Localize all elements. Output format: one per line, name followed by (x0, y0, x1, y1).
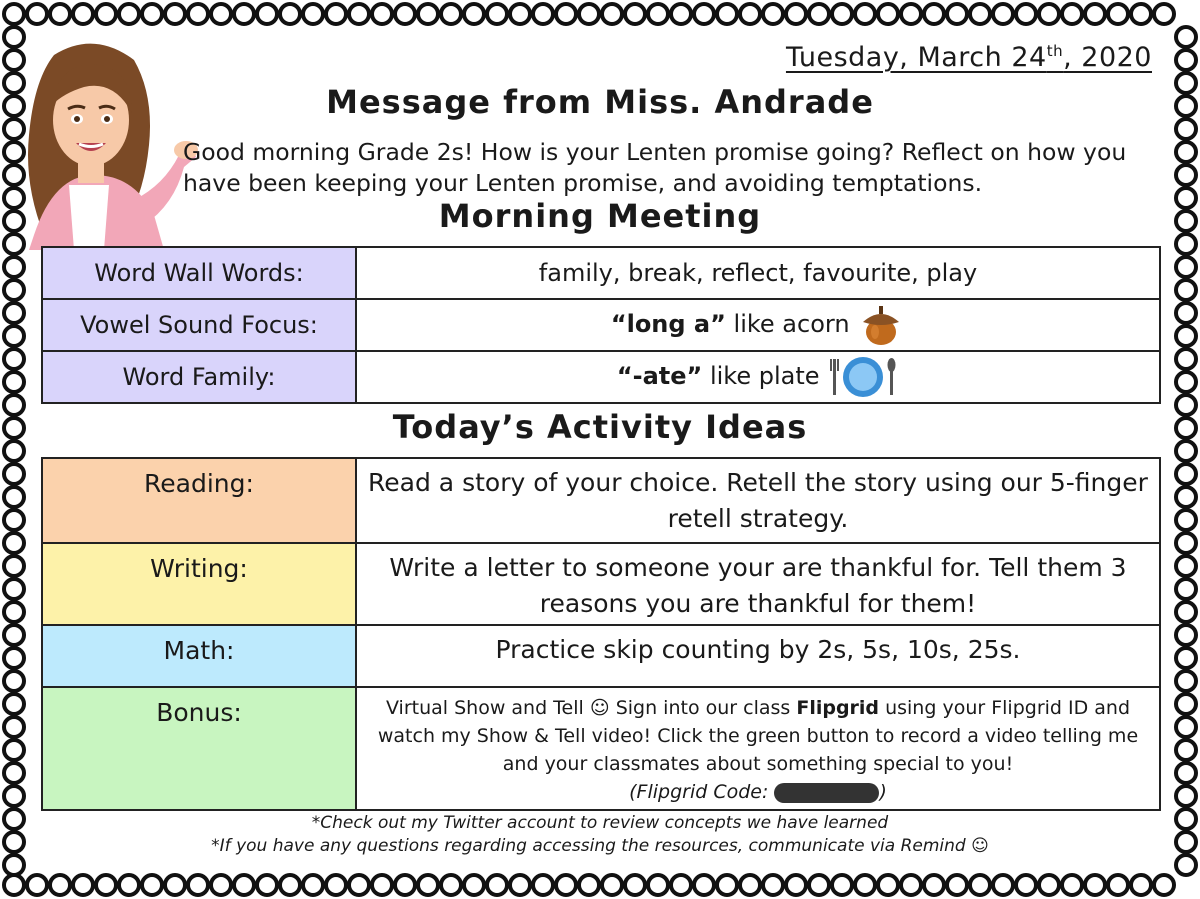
border-ring (671, 4, 691, 24)
border-ring (4, 694, 24, 714)
border-ring (1108, 875, 1128, 895)
border-ring (1176, 855, 1196, 875)
border-ring (1176, 234, 1196, 254)
border-ring (947, 4, 967, 24)
page-title: Message from Miss. Andrade (326, 83, 874, 121)
vowel-focus-text: like acorn (725, 310, 850, 338)
border-ring (1176, 372, 1196, 392)
table-row (42, 687, 1160, 810)
border-ring (487, 875, 507, 895)
table-row (42, 351, 1160, 403)
table-row (42, 543, 1160, 625)
border-ring (73, 4, 93, 24)
border-ring (924, 875, 944, 895)
border-ring (1176, 142, 1196, 162)
border-ring (786, 4, 806, 24)
border-ring (1131, 4, 1151, 24)
border-ring (1176, 786, 1196, 806)
row-description: Practice skip counting by 2s, 5s, 10s, 25s. (356, 625, 1160, 687)
border-ring (1176, 533, 1196, 553)
row-description: Write a letter to someone your are thankful for. Tell them 3 reasons you are thankful for them! (356, 543, 1160, 625)
border-ring (1085, 4, 1105, 24)
border-ring (878, 4, 898, 24)
border-ring (1039, 4, 1059, 24)
border-ring (211, 875, 231, 895)
border-ring (717, 4, 737, 24)
border-ring (1062, 875, 1082, 895)
border-ring (280, 875, 300, 895)
border-ring (832, 875, 852, 895)
row-label: Vowel Sound Focus: (42, 299, 356, 351)
border-ring (1176, 602, 1196, 622)
border-ring (349, 875, 369, 895)
morning-message: Good morning Grade 2s! How is your Lenten promise going? Reflect on how you have been keeping your Lenten promise, and avoiding temptations. (183, 138, 1127, 197)
row-description: Virtual Show and Tell ☺ Sign into our class Flipgrid using your Flipgrid ID and watch my Show & Tell video! Click the green button to record a video telling me and your classmates about something special to you! (Flipgrid Code: ) (356, 687, 1160, 810)
border-ring (924, 4, 944, 24)
border-ring (556, 4, 576, 24)
row-label: Bonus: (42, 687, 356, 810)
border-ring (142, 875, 162, 895)
border-ring (1176, 671, 1196, 691)
footer-note-twitter: *Check out my Twitter account to review concepts we have learned (311, 813, 889, 833)
border-ring (901, 4, 921, 24)
border-ring (510, 4, 530, 24)
border-ring (211, 4, 231, 24)
border-ring (855, 875, 875, 895)
border-ring (326, 4, 346, 24)
border-ring (4, 855, 24, 875)
border-ring (96, 4, 116, 24)
table-row (42, 247, 1160, 299)
row-value (356, 351, 1160, 403)
footer-note-remind: *If you have any questions regarding accessing the resources, communicate via Remind ☺ (211, 836, 989, 856)
border-ring (556, 875, 576, 895)
border-ring (1131, 875, 1151, 895)
border-ring (740, 4, 760, 24)
border-ring (970, 4, 990, 24)
border-ring (510, 875, 530, 895)
border-ring (1016, 4, 1036, 24)
border-ring (1176, 280, 1196, 300)
border-ring (901, 875, 921, 895)
border-ring (4, 533, 24, 553)
border-ring (625, 4, 645, 24)
border-ring (165, 875, 185, 895)
border-ring (257, 4, 277, 24)
border-ring (809, 875, 829, 895)
border-ring (372, 875, 392, 895)
border-ring (1176, 464, 1196, 484)
border-ring (464, 4, 484, 24)
border-ring (418, 4, 438, 24)
border-ring (602, 875, 622, 895)
border-ring (1176, 763, 1196, 783)
border-ring (4, 510, 24, 530)
border-ring (1154, 875, 1174, 895)
border-ring (763, 4, 783, 24)
border-ring (1016, 875, 1036, 895)
border-ring (303, 4, 323, 24)
border-ring (50, 875, 70, 895)
row-label: Math: (42, 625, 356, 687)
border-ring (579, 4, 599, 24)
border-ring (1039, 875, 1059, 895)
border-ring (878, 875, 898, 895)
border-ring (4, 4, 24, 24)
border-ring (395, 875, 415, 895)
border-ring (234, 4, 254, 24)
border-ring (4, 625, 24, 645)
activity-ideas-table (41, 457, 1161, 811)
border-ring (188, 4, 208, 24)
border-ring (4, 372, 24, 392)
border-ring (1176, 740, 1196, 760)
border-ring (4, 579, 24, 599)
border-ring (257, 875, 277, 895)
acorn-icon (857, 304, 905, 346)
border-ring (4, 349, 24, 369)
border-ring (1176, 717, 1196, 737)
border-ring (487, 4, 507, 24)
border-ring (855, 4, 875, 24)
border-ring (73, 875, 93, 895)
vowel-focus-term: “long a” (610, 310, 726, 338)
border-ring (441, 4, 461, 24)
border-ring (441, 875, 461, 895)
border-ring (1176, 579, 1196, 599)
border-ring (602, 4, 622, 24)
activity-ideas-heading: Today’s Activity Ideas (392, 408, 808, 446)
border-ring (1176, 694, 1196, 714)
border-ring (188, 875, 208, 895)
border-ring (533, 875, 553, 895)
border-ring (694, 875, 714, 895)
border-ring (4, 875, 24, 895)
border-ring (671, 875, 691, 895)
border-ring (165, 4, 185, 24)
border-ring (947, 875, 967, 895)
border-ring (1176, 510, 1196, 530)
border-ring (1062, 4, 1082, 24)
border-ring (694, 4, 714, 24)
border-ring (4, 280, 24, 300)
border-ring (4, 326, 24, 346)
border-ring (763, 875, 783, 895)
row-label: Word Family: (42, 351, 356, 403)
border-ring (1176, 487, 1196, 507)
border-ring (625, 875, 645, 895)
border-ring (326, 875, 346, 895)
border-ring (1176, 326, 1196, 346)
border-ring (4, 671, 24, 691)
row-value: family, break, reflect, favourite, play (356, 247, 1160, 299)
plate-icon (827, 355, 899, 399)
border-ring (418, 875, 438, 895)
border-ring (809, 4, 829, 24)
border-ring (1176, 165, 1196, 185)
border-ring (1176, 27, 1196, 47)
border-ring (4, 464, 24, 484)
table-row (42, 625, 1160, 687)
row-label: Reading: (42, 458, 356, 543)
table-row (42, 458, 1160, 543)
border-ring (1176, 349, 1196, 369)
border-ring (4, 257, 24, 277)
border-ring (1108, 4, 1128, 24)
border-ring (579, 875, 599, 895)
border-ring (4, 786, 24, 806)
border-ring (993, 875, 1013, 895)
word-family-term: “-ate” (616, 362, 703, 390)
border-ring (1176, 257, 1196, 277)
border-ring (4, 763, 24, 783)
border-ring (786, 875, 806, 895)
border-ring (119, 4, 139, 24)
border-ring (50, 4, 70, 24)
border-ring (119, 875, 139, 895)
word-family-text: like plate (702, 362, 820, 390)
row-label: Writing: (42, 543, 356, 625)
border-ring (395, 4, 415, 24)
table-row (42, 299, 1160, 351)
border-ring (1176, 50, 1196, 70)
border-ring (1176, 625, 1196, 645)
flipgrid-code: (Flipgrid Code: ) (629, 781, 887, 803)
border-ring (234, 875, 254, 895)
row-value (356, 299, 1160, 351)
border-ring (372, 4, 392, 24)
border-ring (648, 4, 668, 24)
morning-meeting-heading: Morning Meeting (438, 197, 762, 235)
border-ring (4, 556, 24, 576)
border-ring (4, 602, 24, 622)
border-ring (4, 487, 24, 507)
border-ring (1154, 4, 1174, 24)
redacted-code (774, 783, 879, 803)
border-ring (1176, 119, 1196, 139)
border-ring (349, 4, 369, 24)
border-ring (1176, 648, 1196, 668)
border-ring (1085, 875, 1105, 895)
date-text: Tuesday, March 24th, 2020 (785, 42, 1152, 73)
border-ring (303, 875, 323, 895)
border-ring (533, 4, 553, 24)
border-ring (142, 4, 162, 24)
border-ring (1176, 303, 1196, 323)
border-ring (280, 4, 300, 24)
border-ring (1176, 556, 1196, 576)
border-ring (27, 875, 47, 895)
border-ring (96, 875, 116, 895)
border-ring (4, 740, 24, 760)
border-ring (740, 875, 760, 895)
border-ring (832, 4, 852, 24)
border-ring (4, 648, 24, 668)
flipgrid-label: Flipgrid (796, 697, 880, 719)
border-ring (464, 875, 484, 895)
border-ring (993, 4, 1013, 24)
border-ring (648, 875, 668, 895)
morning-meeting-table (41, 246, 1161, 404)
border-ring (27, 4, 47, 24)
border-ring (717, 875, 737, 895)
border-ring (4, 717, 24, 737)
row-label: Word Wall Words: (42, 247, 356, 299)
row-description: Read a story of your choice. Retell the story using our 5-finger retell strategy. (356, 458, 1160, 543)
border-ring (970, 875, 990, 895)
border-ring (4, 303, 24, 323)
